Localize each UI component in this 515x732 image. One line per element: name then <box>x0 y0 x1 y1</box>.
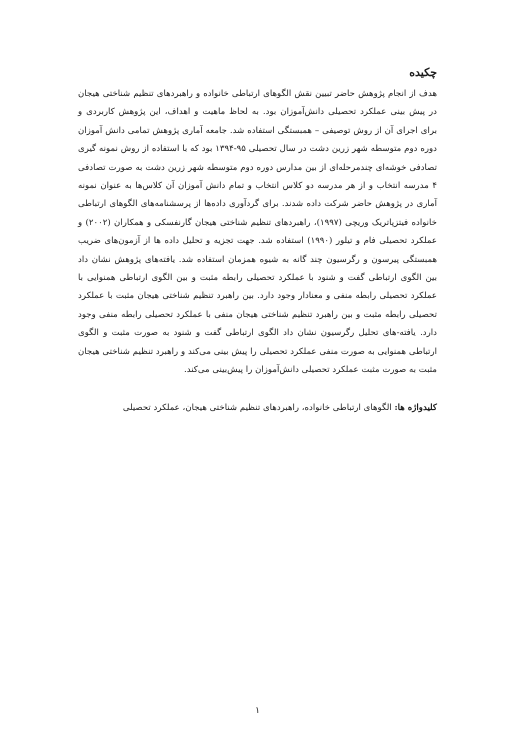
keywords-line <box>78 399 437 417</box>
page-number: ۱ <box>255 706 260 716</box>
abstract-body: هدف از انجام پژوهش حاضر تبیین نقش الگوهای ارتباطی خانواده و راهبردهای تنظیم شناختی هیجان در پیش بینی عملکرد تحصیلی دانش‌آموزان بود. به لحاظ ماهیت و اهداف، این پژوهش کاربردی و برای اجرای آن از روش توصیفی – همبستگی استفاده شد. جامعه آماری پژوهش تمامی دانش آموزان دوره دوم متوسطه شهر زرین دشت در سال تحصیلی ۹۵-۱۳۹۴ بود که با استفاده از روش نمونه گیری تصادفی خوشه‌ای چندمرحله‌ای از بین مدارس دوره دوم متوسطه شهر زرین دشت به صورت تصادفی ۴ مدرسه انتخاب و از هر مدرسه دو کلاس انتخاب و تمام دانش آموزان آن کلاس‌ها به عنوان نمونه آماری در پژوهش حاضر شرکت داده شدند. برای گردآوری داده‌ها از پرسشنامه‌های الگوهای ارتباطی خانواده فیتزپاتریک وریچی (۱۹۹۷)، راهبردهای تنظیم شناختی هیجان گارنفسکی و همکاران (۲۰۰۲) و عملکرد تحصیلی فام و تیلور (۱۹۹۰) استفاده شد. جهت تجزیه و تحلیل داده ها از آزمون‌های ضریب همبستگی پیرسون و رگرسیون چند گانه به شیوه همزمان استفاده شد. یافته‌های پژوهش نشان داد بین الگوی ارتباطی گفت و شنود با عملکرد تحصیلی رابطه مثبت و بین الگوی ارتباطی همنوایی با عملکرد تحصیلی رابطه منفی و معنادار وجود دارد. بین راهبرد تنظیم شناختی هیجان مثبت با عملکرد تحصیلی رابطه مثبت و بین راهبرد تنظیم شناختی هیجان منفی با عملکرد تحصیلی رابطه منفی وجود دارد. یافته‌-های تحلیل رگرسیون نشان داد الگوی ارتباطی گفت و شنود به صورت مثبت و الگوی ارتباطی همنوایی به صورت منفی عملکرد تحصیلی را پیش بینی می‌کند و راهبرد تنظیم شناختی هیجان مثبت به صورت مثبت عملکرد تحصیلی دانش‌آموزان را پیش‌بینی می‌کند. <box>78 89 437 376</box>
abstract-heading: چکیده <box>409 66 437 79</box>
keywords-label: کلیدواژه ها: <box>394 403 437 413</box>
keywords-list: الگوهای ارتباطی خانواده، راهبردهای تنظیم شناختی هیجان، عملکرد تحصیلی <box>122 403 395 413</box>
